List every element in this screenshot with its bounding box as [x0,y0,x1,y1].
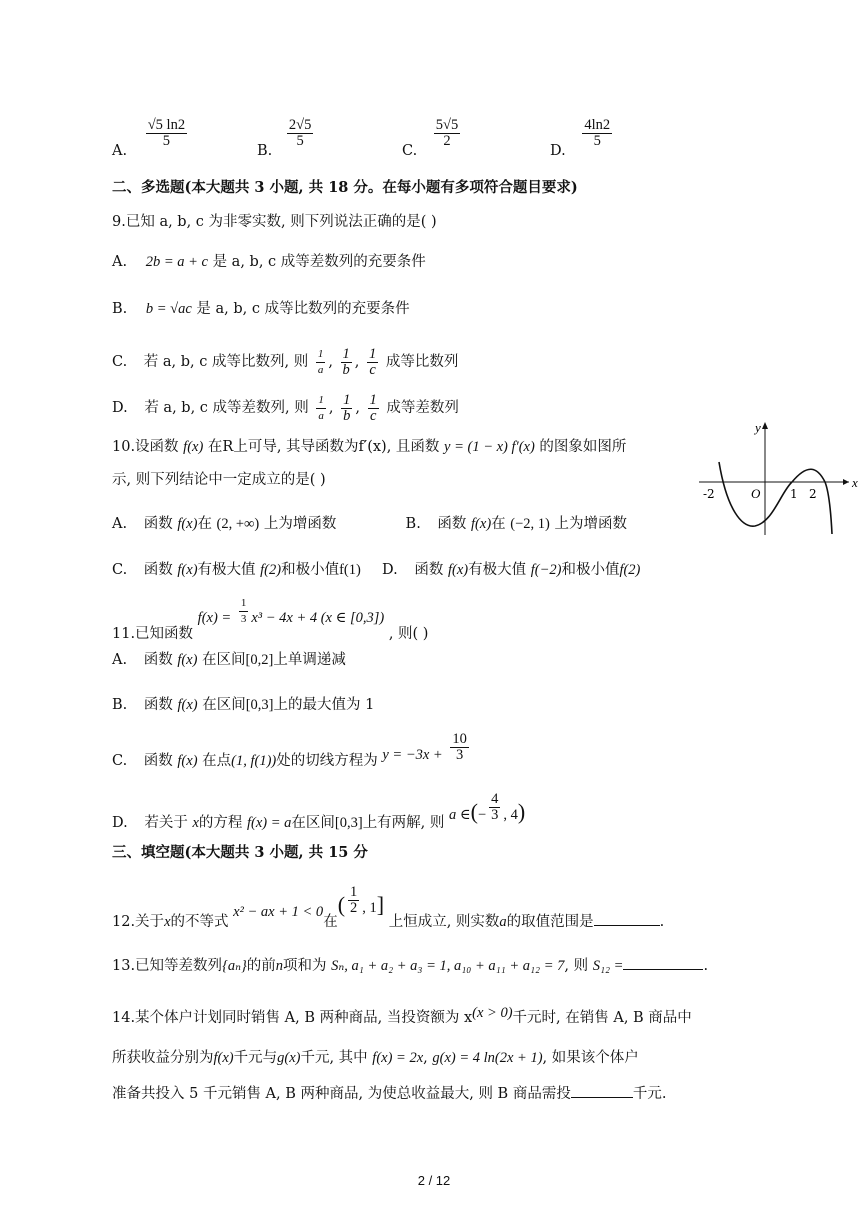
math-n: n [275,958,284,974]
math-fx: f(x) [213,1050,234,1066]
text: 在R上可导, 其导函数为f′(x), 且函数 [207,439,440,455]
option-label: C. [112,562,128,578]
math-tangent-line: y = −3x + [382,747,443,763]
x-axis-arrow [843,479,849,485]
math-set: a ∈ [449,807,471,823]
math-condition: Sₙ, a₁ + a₂ + a₃ = 1, a₁₀ + a₁₁ + a₁₂ = 7 [331,958,565,974]
option-label: A. [112,143,128,159]
option-label: D. [112,815,128,831]
minus-sign: − [477,807,487,823]
numerator: 1 [316,347,326,363]
denominator: a [317,363,324,376]
y-axis-label: y [755,420,761,435]
option-label: A. [112,652,128,668]
math-equation: f(x) = a [246,815,292,831]
right-bracket: ] [376,892,385,917]
text: 千元, 其中 [300,1050,368,1066]
q11-option-d [112,790,525,845]
text: 有极大值 [468,562,527,578]
numerator: √5 ln2 [147,117,186,133]
text: 函数 [414,562,444,578]
fraction-four-thirds [489,792,500,823]
fraction-one-half [348,885,359,916]
math-x: x [192,815,199,831]
text: 函数 [143,697,173,713]
denominator: 2 [443,133,451,149]
option-label: D. [550,143,566,159]
text: 14.某个体户计划同时销售 A, B 两种商品, 当投资额为 x [112,1010,473,1026]
q14-line3 [112,1083,666,1104]
text: 和极小值 [561,562,620,578]
math-gx: g(x) [277,1050,301,1066]
text: 处的切线方程为 [276,753,378,769]
q11-option-b [112,695,374,715]
answer-blank[interactable] [594,911,660,926]
math-point: (1, f(1)) [231,753,277,769]
text: 项和为 [283,958,327,974]
q9-option-a [112,252,426,272]
numerator: 1 [239,596,249,612]
denominator: 2 [350,900,358,916]
numerator: 1 [369,345,377,362]
text: 千元时, 在销售 A, B 商品中 [512,1010,692,1026]
math-value: f(2) [619,562,641,578]
text: 千元. [632,1086,667,1102]
q10-stem-line1 [112,437,626,457]
q8-option-a [112,118,190,159]
math-interval: [0,2] [245,652,274,668]
text: 函数 [143,652,173,668]
text: 函数 [143,753,173,769]
text: 若关于 [144,815,188,831]
right-paren: ) [517,799,526,824]
text: 12.关于 [112,914,165,930]
text: 有极大值 [197,562,256,578]
tick-2: 2 [809,487,817,501]
option-label: D. [382,562,398,578]
q9-stem: 9.已知 a, b, c 为非零实数, 则下列说法正确的是( ) [112,214,437,230]
denominator: c [369,407,377,424]
denominator: 5 [593,133,601,149]
period: . [703,958,709,974]
text: , 则 [564,958,589,974]
y-axis-arrow [762,422,768,429]
math-function: y = (1 − x) f′(x) [444,439,535,455]
text: 上的最大值为 1 [273,697,375,713]
q13 [112,955,708,976]
text: 上有两解, 则 [362,815,445,831]
text: 在区间 [202,697,246,713]
text: 的取值范围是 [506,914,594,930]
fraction-1-over-b [341,347,352,378]
text: 在点 [202,753,232,769]
text: 函数 [143,516,173,532]
text: 函数 [437,516,467,532]
numerator: 1 [343,391,351,408]
q8-option-d [550,118,615,159]
option-label: A. [112,254,128,270]
section-2-title: 二、多选题(本大题共 3 小题, 共 18 分。在每小题有多项符合题目要求) [112,179,578,196]
q8-option-b [257,118,316,159]
text: 上恒成立, 则实数 [388,914,500,930]
denominator: 3 [491,807,499,823]
q9-option-c: C. 若 a, b, c 成等比数列, 则 $\frac{1}{a}$ , $\frac{1}{b}$ , $\frac{1}{c}$ 成等比数列 [112,345,459,378]
option-label: C. [112,354,128,370]
interval-end: , 1 [362,900,377,916]
math-x: x [164,914,171,930]
option-label: B. [257,143,273,159]
text: 千元与 [233,1050,278,1066]
derivative-graph [697,420,857,540]
text: 11.已知函数 [112,626,194,642]
math-expression: 2b = a + c [145,254,208,270]
option-text: 是 a, b, c 成等比数列的充要条件 [196,301,410,317]
text: 在 [197,516,212,532]
math-fx: f(x) [183,439,204,455]
numerator: 1 [342,345,350,362]
math-g-definition: g(x) = 4 ln(2x + 1) [432,1050,543,1066]
text: 的不等式 [170,914,229,930]
answer-blank[interactable] [623,955,703,970]
q9-option-b [112,299,410,319]
origin-label: O [751,486,761,501]
numerator: 4ln2 [584,117,611,133]
denominator: a [318,409,324,422]
q8-d-fraction [582,118,612,149]
q11-stem [112,596,428,656]
section-3-title: 三、填空题(本大题共 3 小题, 共 15 分 [112,844,368,861]
math-rhs: x³ − 4x + 4 (x ∈ [0,3]) [251,610,385,626]
text: 在区间 [202,652,246,668]
q10-options-ab [112,514,627,534]
fraction-1-over-c [368,393,379,424]
q8-b-fraction [287,118,313,149]
math-condition: (x > 0) [472,1005,513,1021]
q10-options-cd [112,560,640,580]
q14-line2 [112,1048,639,1068]
text: 准备共投入 5 千元销售 A, B 两种商品, 为使总收益最大, 则 B 商品需投 [112,1086,571,1102]
numerator: 5√5 [435,117,459,133]
numerator: 1 [316,393,326,409]
option-label: B. [112,301,128,317]
math-interval: [0,3] [245,697,274,713]
math-fx: f(x) [177,516,198,532]
q12 [112,880,664,947]
numerator: 4 [491,791,499,807]
numerator: 10 [452,731,467,747]
text: 上为增函数 [554,516,627,532]
denominator: 5 [296,133,304,149]
math-a: a [499,914,507,930]
math-fx: f(x) [177,562,198,578]
fraction-one-third [239,596,249,627]
option-text-tail: 成等差数列 [386,400,459,416]
text: 在 [491,516,506,532]
q10-stem-line2: 示, 则下列结论中一定成立的是( ) [112,472,326,488]
math-value: f(1) [339,562,361,578]
text: 的方程 [198,815,243,831]
math-s12: S₁₂ = [592,958,624,974]
math-interval: [0,3] [334,815,363,831]
math-value: f(−2) [530,562,562,578]
math-value: f(2) [260,562,282,578]
numerator: 1 [369,391,377,408]
option-text-tail: 成等比数列 [385,354,459,370]
math-fx: f(x) [447,562,469,578]
text: 13.已知等差数列 [112,958,223,974]
numerator: 1 [350,884,358,900]
period: . [659,914,665,930]
option-label: B. [405,516,421,532]
denominator: 5 [162,133,171,149]
denominator: 3 [240,613,247,625]
math-f-definition: f(x) = 2x [372,1050,424,1066]
text: 上为增函数 [263,516,337,532]
left-paren: ( [470,799,478,824]
fraction-1-over-b [341,393,352,424]
text: , 如果该个体户 [542,1050,639,1066]
fraction-1-over-a [316,347,326,378]
q9-option-d: D. 若 a, b, c 成等差数列, 则 $\frac{1}{a}$ , $\frac{1}{b}$ , $\frac{1}{c}$ 成等差数列 [112,391,459,424]
math-sequence: {aₙ} [222,958,247,974]
option-label: D. [112,400,128,416]
interval-end: , 4 [503,807,518,823]
math-fx: f(x) [177,753,198,769]
text: 函数 [143,562,173,578]
q8-a-fraction [146,118,187,149]
denominator: 3 [455,747,464,763]
left-paren: ( [337,892,346,917]
numerator: 2√5 [288,117,312,133]
text: 上单调递减 [273,652,346,668]
math-expression: b = √ac [145,301,192,317]
tick-1: 1 [790,487,798,501]
text: 和极小值 [281,562,340,578]
page-number: 2 / 12 [417,1173,451,1188]
option-text: 若 a, b, c 成等差数列, 则 [144,400,309,416]
math-fx: f(x) [177,652,198,668]
math-fx: f(x) [177,697,198,713]
separator: , [423,1050,428,1066]
math-fx: f(x) [471,516,492,532]
denominator: c [369,361,376,378]
denominator: b [343,407,351,424]
fraction-1-over-c [367,347,378,378]
text: 的前 [246,958,276,974]
text: 所获收益分别为 [112,1050,214,1066]
text: 在 [323,914,338,930]
option-label: C. [402,143,418,159]
q11-option-c [112,732,472,783]
q8-c-fraction [434,118,460,149]
option-label: A. [112,516,128,532]
text: 的图象如图所 [539,439,627,455]
text: , 则( ) [388,626,429,642]
tick-minus-2: -2 [703,487,715,501]
answer-blank[interactable] [571,1083,633,1098]
fraction-1-over-a [316,393,326,424]
q11-option-a [112,650,346,670]
q14-line1 [112,1003,692,1028]
q8-option-c [402,118,463,159]
text: 在区间 [291,815,335,831]
math-interval: (−2, 1) [510,516,550,532]
option-label: C. [112,753,128,769]
option-text: 是 a, b, c 成等差数列的充要条件 [212,254,426,270]
denominator: b [342,361,350,378]
option-label: B. [112,697,128,713]
math-inequality: x² − ax + 1 < 0 [233,904,324,920]
fraction-ten-thirds [450,732,469,763]
option-text: 若 a, b, c 成等比数列, 则 [143,354,309,370]
math-interval: (2, +∞) [216,516,260,532]
x-axis-label: x [852,475,858,490]
text: 10.设函数 [112,439,179,455]
math-lhs: f(x) = [197,610,232,626]
